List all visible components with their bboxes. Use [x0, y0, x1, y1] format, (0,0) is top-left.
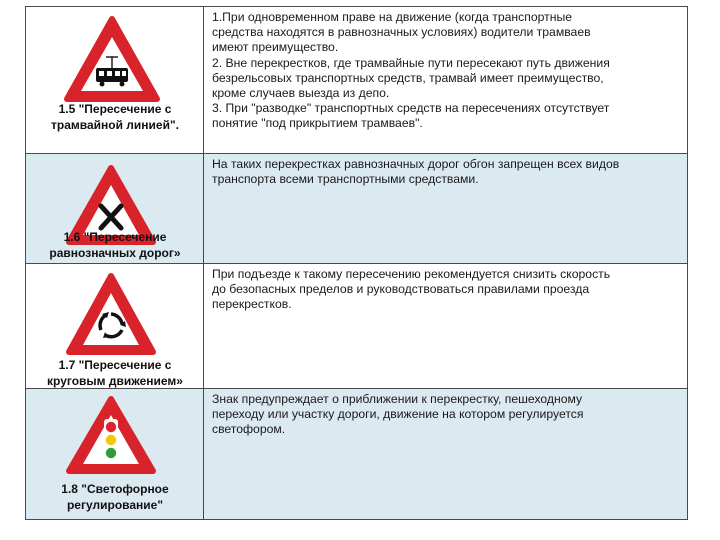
sign-description-1-7: При подъезде к такому пересечению рекомендуется снизить скорость до безопасных пределов и руководствоваться правилами проезда перекрестков.: [212, 267, 611, 312]
sign-cell-1-7: [26, 264, 204, 388]
sign-caption-1-5: 1.5 "Пересечение с трамвайной линией".: [50, 102, 179, 132]
sign-caption-1-8: 1.8 "Светофорное регулирование": [61, 482, 169, 512]
table-row-1-5: [26, 7, 687, 153]
sign-description-1-6: На таких перекрестках равнозначных дорог обгон запрещен всех видов транспорта всеми транспортными средствами.: [212, 157, 620, 187]
traffic-light-warning-sign-icon: [65, 395, 157, 475]
sign-caption-1-6: 1.6 "Пересечение равнозначных дорог»: [49, 230, 181, 260]
roundabout-warning-sign-icon: [65, 272, 157, 356]
sign-caption-1-7: 1.7 "Пересечение с круговым движением»: [47, 358, 183, 388]
sign-cell-1-8: [26, 389, 204, 519]
sign-description-1-8: Знак предупреждает о приближении к перекрестку, пешеходному переходу или участку дороги, движение на котором регулируется светофором.: [212, 392, 584, 437]
table-row-1-8: [26, 388, 687, 519]
green-light-icon: [106, 448, 116, 458]
red-light-icon: [106, 422, 116, 432]
sign-cell-1-6: [26, 154, 204, 263]
table-row-1-7: [26, 263, 687, 388]
table-row-1-6: [26, 153, 687, 263]
signs-table: [25, 6, 688, 520]
tram-crossing-warning-sign-icon: [63, 15, 161, 103]
sign-cell-1-5: [26, 7, 204, 153]
sign-description-1-5: 1.При одновременном праве на движение (когда транспортные средства находятся в равнозначных условиях) водители трамваев имеют преимущество. 2. Вне перекрестков, где трамвайные пути пересекают путь движения безрельсовых транспортных средств, трамвай имеет преимущество, кроме случаев выезда из депо. 3. При "разводке" транспортных средств на пересечениях отсутствует понятие "под прикрытием трамваев".: [212, 10, 610, 131]
yellow-light-icon: [106, 435, 116, 445]
